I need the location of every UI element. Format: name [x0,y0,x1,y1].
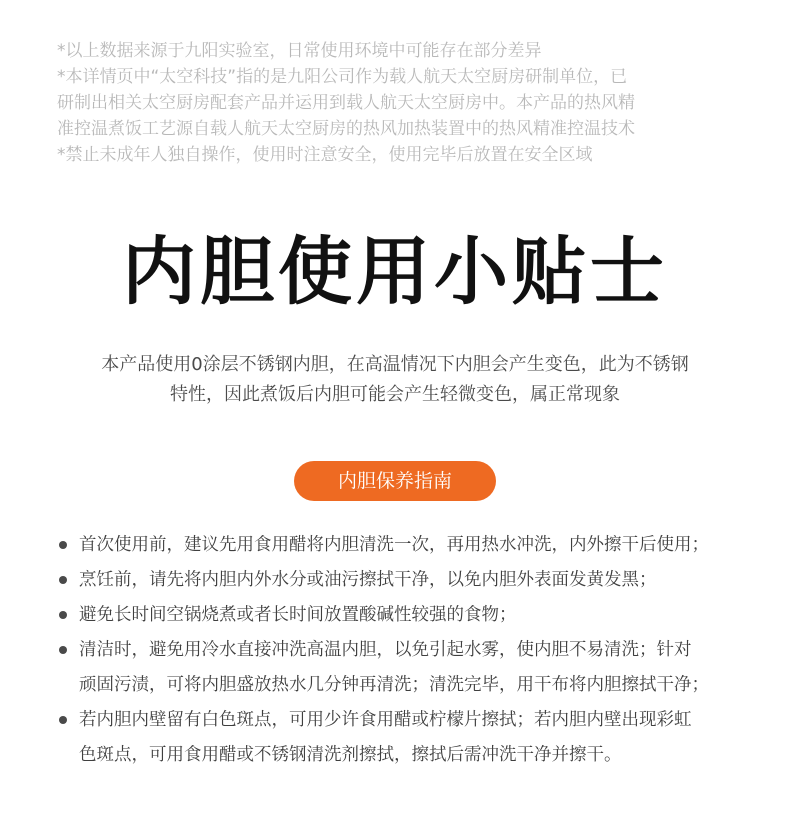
intro-text [60,350,730,410]
tip-line: 若内胆内壁留有白色斑点，可用少许食用醋或柠檬片擦拭；若内胆内壁出现彩虹 [79,710,692,730]
tip-line: 避免长时间空锅烧煮或者长时间放置酸碱性较强的食物； [79,605,517,625]
list-item [58,598,758,633]
bullet-dot-icon [59,646,67,654]
note-line: *本详情页中“太空科技”指的是九阳公司作为载人航天太空厨房研制单位，已 [57,67,628,87]
note-line: *禁止未成年人独自操作，使用时注意安全，使用完毕后放置在安全区域 [57,145,593,165]
tip-line: 烹饪前，请先将内胆内外水分或油污擦拭干净，以免内胆外表面发黄发黑； [79,570,657,590]
note-line: 准控温煮饭工艺源自载人航天太空厨房的热风加热装置中的热风精准控温技术 [57,119,635,139]
list-item [58,528,758,563]
tip-line: 清洁时，避免用冷水直接冲洗高温内胆，以免引起水雾，使内胆不易清洗；针对 [79,640,692,660]
intro-line: 本产品使用0涂层不锈钢内胆，在高温情况下内胆会产生变色，此为不锈钢 [101,354,689,375]
bullet-dot-icon [59,716,67,724]
list-item [58,563,758,598]
note-line: *以上数据来源于九阳实验室，日常使用环境中可能存在部分差异 [57,41,542,61]
page-title: 内胆使用小贴士 [122,229,668,315]
section-label-badge: 内胆保养指南 [294,461,496,501]
disclaimer-notes [57,38,747,168]
bullet-dot-icon [59,576,67,584]
note-line: 研制出相关太空厨房配套产品并运用到载人航天太空厨房中。本产品的热风精 [57,93,635,113]
bullet-dot-icon [59,541,67,549]
care-tips-list [58,528,758,773]
bullet-dot-icon [59,611,67,619]
tip-line: 首次使用前，建议先用食用醋将内胆清洗一次，再用热水冲洗，内外擦干后使用； [79,535,709,555]
tip-line: 色斑点，可用食用醋或不锈钢清洗剂擦拭，擦拭后需冲洗干净并擦干。 [79,745,622,765]
list-item [58,633,758,703]
list-item [58,703,758,773]
intro-line: 特性，因此煮饭后内胆可能会产生轻微变色，属正常现象 [170,384,620,405]
tip-line: 顽固污渍，可将内胆盛放热水几分钟再清洗；清洗完毕，用干布将内胆擦拭干净； [79,675,709,695]
